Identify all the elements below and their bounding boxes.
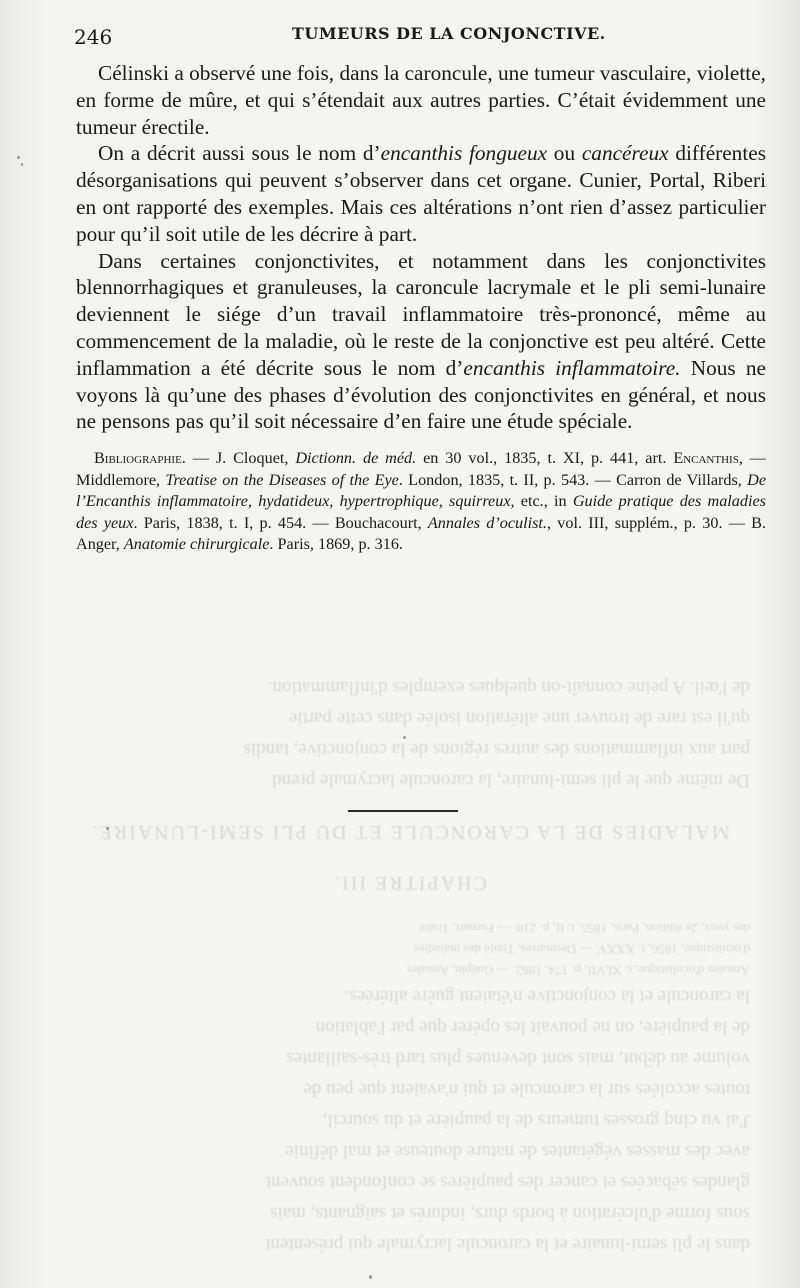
page-number: 246 [74,25,113,49]
italic-span: encanthis fongueux [380,141,548,166]
text-span: On a décrit aussi sous le nom d’ [98,141,381,166]
text-span: , — Middlemore, [76,449,766,489]
paragraph [76,60,766,140]
page-header [74,22,764,52]
italic-span: Annales d’oculist. [427,513,547,532]
main-text [76,60,766,435]
italic-span: Treatise on the Diseases of the Eye [165,470,399,489]
text-span: . Paris, 1838, t. I, p. 454. — Bouchacourt, [133,513,428,532]
ink-speck [106,827,109,830]
running-title: TUMEURS DE LA CONJONCTIVE. [292,24,606,43]
text-span: etc., in [514,492,573,511]
text-span: Nous ne voyons là qu’une des phases d’évolution des conjonctivites en général, et nous ne pensons pas qu’il soit nécessaire d’en faire une étude spéciale. [76,355,766,434]
smallcaps-span: Bibliographie. [94,449,186,467]
italic-span: encanthis inflammatoire. [463,355,681,380]
text-span: . London, 1835, t. II, p. 543. — Carron de Villards, [398,470,748,489]
ink-speck [21,163,23,166]
reverse-side-show-through: dans le pli semi-lunaire et la caroncule lacrymale qui présentent sous forme d'ulcération à bords durs, indurés et saignants, mais glandes sébacées et cancer des paupières se confondent souvent avec des masses végétantes de nature douteuse et mal définie J'ai vu cinq grosses tumeurs de la paupière et du sourcil, toutes accolées sur la caroncule et qui n'avaient que peu de volume au début, mais sont devenues plus tard très-saillantes de la paupière, on ne pouvait les opérer que par l'ablation la caroncule et la conjonctive n'étaient guère altérées. Annales d'oculistique, t. XLVII, p. 174, 1862. — Guépin, Annales d'oculistique, 1856, t. XXXV. — Desmarres, Traité des maladies des yeux, 2e édition, Paris, 1855, t. II, p. 210. — Furnari, Traité CHAPITRE III. MALADIES DE LA CARONCULE ET DU PLI SEMI-LUNAIRE. De même que le pli semi-lunaire, la caroncule lacrymale prend part aux inflammations des autres régions de la conjonctive, tandis qu'il est rare de trouver une altération isolée dans cette partie de l'œil. A peine connaît-on quelques exemples d'inflammation. [90,677,750,1255]
bibliography-text [76,448,766,556]
text-span: en 30 vol., 1835, t. XI, p. 441, art. [416,449,674,467]
italic-span: De l’Encanthis inflammatoire, hydatideux, hypertrophique, squirreux, [76,470,767,511]
paragraph [76,140,766,247]
ink-speck [17,156,20,159]
ink-speck [403,736,406,739]
text-span: Célinski a observé une fois, dans la caroncule, une tumeur vasculaire, violette, en forme de mûre, et qui s’étendait aux autres parties. C’était évidemment une tumeur érectile. [76,61,766,139]
italic-span: Anatomie chirurgicale [123,535,270,554]
text-span: ou [547,141,582,166]
italic-span: Guide pratique des maladies des yeux [76,492,766,532]
text-span: Dans certaines conjonctivites, et notamment dans les conjonctivites blennorrhagiques et granuleuses, la caroncule lacrymale et le pli semi-lunaire deviennent le siége d’un travail inflammatoire très-prononcé, même au commencement de la maladie, où le reste de la conjonctive est peu altéré. Cette inflammation a été décrite sous le nom d’ [76,248,766,380]
italic-span: cancéreux [581,141,669,166]
ink-speck [369,1275,372,1279]
section-divider-rule [348,810,458,812]
smallcaps-span: Encanthis [673,449,739,467]
text-span: — J. Cloquet, [185,449,296,467]
text-span: , vol. III, supplém., p. 30. — B. Anger, [76,513,766,554]
bibliography [76,448,766,556]
paragraph [76,248,766,436]
text-span: différentes désorganisations qui peuvent s’observer dans cet organe. Cunier, Portal, Riberi en ont rapporté des exemples. Mais ces altérations n’ont rien d’assez particulier pour qu’il soit utile de les décrire à part. [76,141,766,246]
text-span: . Paris, 1869, p. 316. [269,535,403,554]
italic-span: Dictionn. de méd. [295,449,417,467]
